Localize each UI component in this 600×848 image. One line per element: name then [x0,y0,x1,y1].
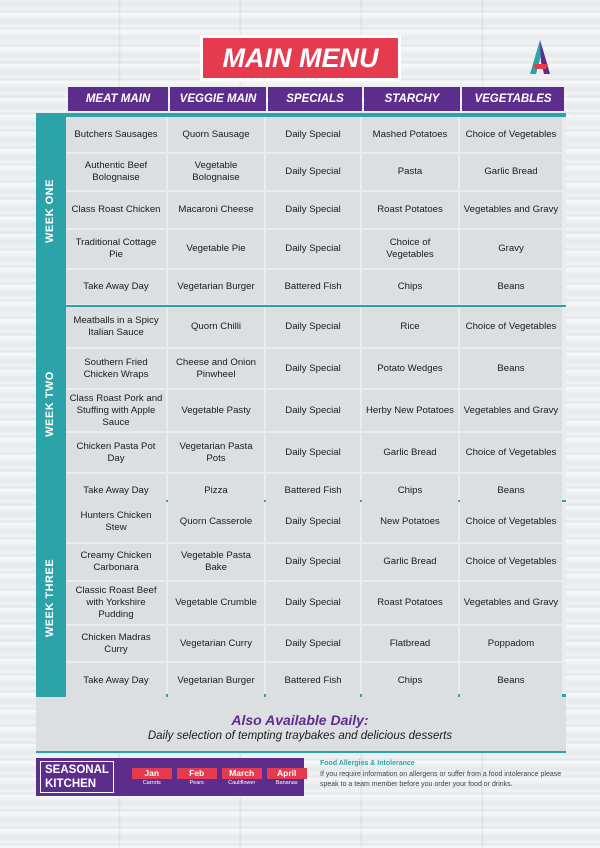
menu-cell: Vegetarian Burger [168,663,264,699]
seasonal-month [177,768,217,787]
week-tab [36,502,64,694]
table-row [66,307,564,347]
month-name: March [222,768,262,779]
seasonal-months [132,768,312,787]
menu-cell: Hunters Chicken Stew [66,502,166,542]
menu-cell: Daily Special [266,307,360,347]
menu-cell: Vegetarian Pasta Pots [168,433,264,472]
month-name: April [267,768,307,779]
menu-cell: Choice of Vegetables [460,117,562,152]
month-item: Bananas [275,779,298,786]
week-tab [36,307,64,500]
menu-cell: Vegetarian Burger [168,270,264,304]
month-name: Feb [177,768,217,779]
menu-cell: Vegetables and Gravy [460,390,562,431]
menu-cell: Choice of Vegetables [460,433,562,472]
table-row [66,117,564,152]
seasonal-kitchen-bar [36,758,304,796]
menu-cell: Choice of Vegetables [460,502,562,542]
month-name: Jan [132,768,172,779]
menu-cell: Poppadom [460,626,562,661]
menu-cell: Daily Special [266,433,360,472]
month-item: Carrots [142,779,161,786]
also-available-subtitle: Daily selection of tempting traybakes and delicious desserts [147,730,453,742]
seasonal-month [222,768,262,787]
menu-cell: Vegetable Bolognaise [168,154,264,190]
table-row [66,582,564,624]
menu-cell: Roast Potatoes [362,192,458,228]
menu-cell: Chips [362,474,458,508]
menu-cell: Mashed Potatoes [362,117,458,152]
menu-cell: Beans [460,663,562,699]
menu-cell: Herby New Potatoes [362,390,458,431]
menu-cell: Pasta [362,154,458,190]
menu-cell: Beans [460,349,562,388]
menu-cell: Garlic Bread [460,154,562,190]
menu-cell: Garlic Bread [362,544,458,580]
stylized-a-logo-icon [526,40,554,74]
menu-cell: Choice of Vegetables [460,544,562,580]
menu-cell: Potato Wedges [362,349,458,388]
table-row [66,349,564,388]
menu-cell: Meatballs in a Spicy Italian Sauce [66,307,166,347]
menu-cell: Flatbread [362,626,458,661]
menu-cell: Vegetable Crumble [168,582,264,624]
column-header: VEGGIE MAIN [170,87,266,111]
menu-cell: Chips [362,663,458,699]
menu-cell: Vegetarian Curry [168,626,264,661]
menu-cell: Beans [460,270,562,304]
column-header: MEAT MAIN [68,87,168,111]
menu-cell: Beans [460,474,562,508]
menu-cell: Chicken Pasta Pot Day [66,433,166,472]
menu-cell: Southern Fried Chicken Wraps [66,349,166,388]
month-item: Cauliflower [228,779,256,786]
menu-cell: Classic Roast Beef with Yorkshire Pudding [66,582,166,624]
week-table [66,117,566,305]
seasonal-kitchen-name: SEASONAL KITCHEN [40,761,114,793]
column-header-row [68,87,566,111]
menu-cell: Quorn Sausage [168,117,264,152]
menu-cell: Authentic Beef Bolognaise [66,154,166,190]
table-row [66,230,564,268]
week-tab [36,117,64,305]
menu-cell: Daily Special [266,192,360,228]
menu-cell: Quorn Casserole [168,502,264,542]
seasonal-month [267,768,307,787]
week-table [66,502,566,694]
column-header: STARCHY [364,87,460,111]
week-label: WEEK TWO [44,370,56,437]
table-row [66,544,564,580]
seasonal-month [132,768,172,787]
page-title: MAIN MENU [203,38,398,78]
menu-cell: New Potatoes [362,502,458,542]
week-label: WEEK THREE [44,558,56,638]
allergy-text: If you require information on allergens or suffer from a food intolerance please speak to a team member before you order your food or drinks. [320,771,562,788]
table-row [66,502,564,542]
menu-cell: Daily Special [266,117,360,152]
menu-cell: Daily Special [266,544,360,580]
week-label: WEEK ONE [44,179,56,243]
table-row [66,270,564,304]
menu-cell: Butchers Sausages [66,117,166,152]
menu-cell: Vegetables and Gravy [460,582,562,624]
menu-cell: Vegetable Pie [168,230,264,268]
menu-cell: Pizza [168,474,264,508]
menu-cell: Chips [362,270,458,304]
menu-cell: Daily Special [266,626,360,661]
menu-cell: Choice of Vegetables [362,230,458,268]
menu-cell: Cheese and Onion Pinwheel [168,349,264,388]
menu-cell: Quorn Chilli [168,307,264,347]
menu-cell: Daily Special [266,390,360,431]
menu-cell: Class Roast Pork and Stuffing with Apple Sauce [66,390,166,431]
column-header: SPECIALS [268,87,362,111]
menu-cell: Rice [362,307,458,347]
column-header: VEGETABLES [462,87,564,111]
menu-cell: Battered Fish [266,474,360,508]
menu-cell: Take Away Day [66,663,166,699]
menu-cell: Daily Special [266,582,360,624]
menu-cell: Take Away Day [66,474,166,508]
menu-cell: Daily Special [266,502,360,542]
menu-cell: Daily Special [266,349,360,388]
menu-cell: Daily Special [266,154,360,190]
menu-cell: Macaroni Cheese [168,192,264,228]
table-row [66,433,564,472]
month-item: Pears [189,779,204,786]
menu-cell: Roast Potatoes [362,582,458,624]
menu-cell: Battered Fish [266,270,360,304]
menu-cell: Vegetable Pasty [168,390,264,431]
allergy-title: Food Allergies & Intolerance [320,760,415,767]
table-row [66,192,564,228]
menu-cell: Chicken Madras Curry [66,626,166,661]
menu-cell: Gravy [460,230,562,268]
menu-cell: Vegetables and Gravy [460,192,562,228]
table-row [66,390,564,431]
menu-cell: Vegetable Pasta Bake [168,544,264,580]
table-row [66,626,564,661]
menu-cell: Class Roast Chicken [66,192,166,228]
menu-cell: Take Away Day [66,270,166,304]
table-row [66,663,564,699]
menu-cell: Choice of Vegetables [460,307,562,347]
week-table [66,307,566,500]
menu-cell: Battered Fish [266,663,360,699]
menu-cell: Traditional Cottage Pie [66,230,166,268]
menu-cell: Daily Special [266,230,360,268]
menu-cell: Creamy Chicken Carbonara [66,544,166,580]
also-available-title: Also Available Daily: [231,712,369,728]
menu-cell: Garlic Bread [362,433,458,472]
table-row [66,154,564,190]
